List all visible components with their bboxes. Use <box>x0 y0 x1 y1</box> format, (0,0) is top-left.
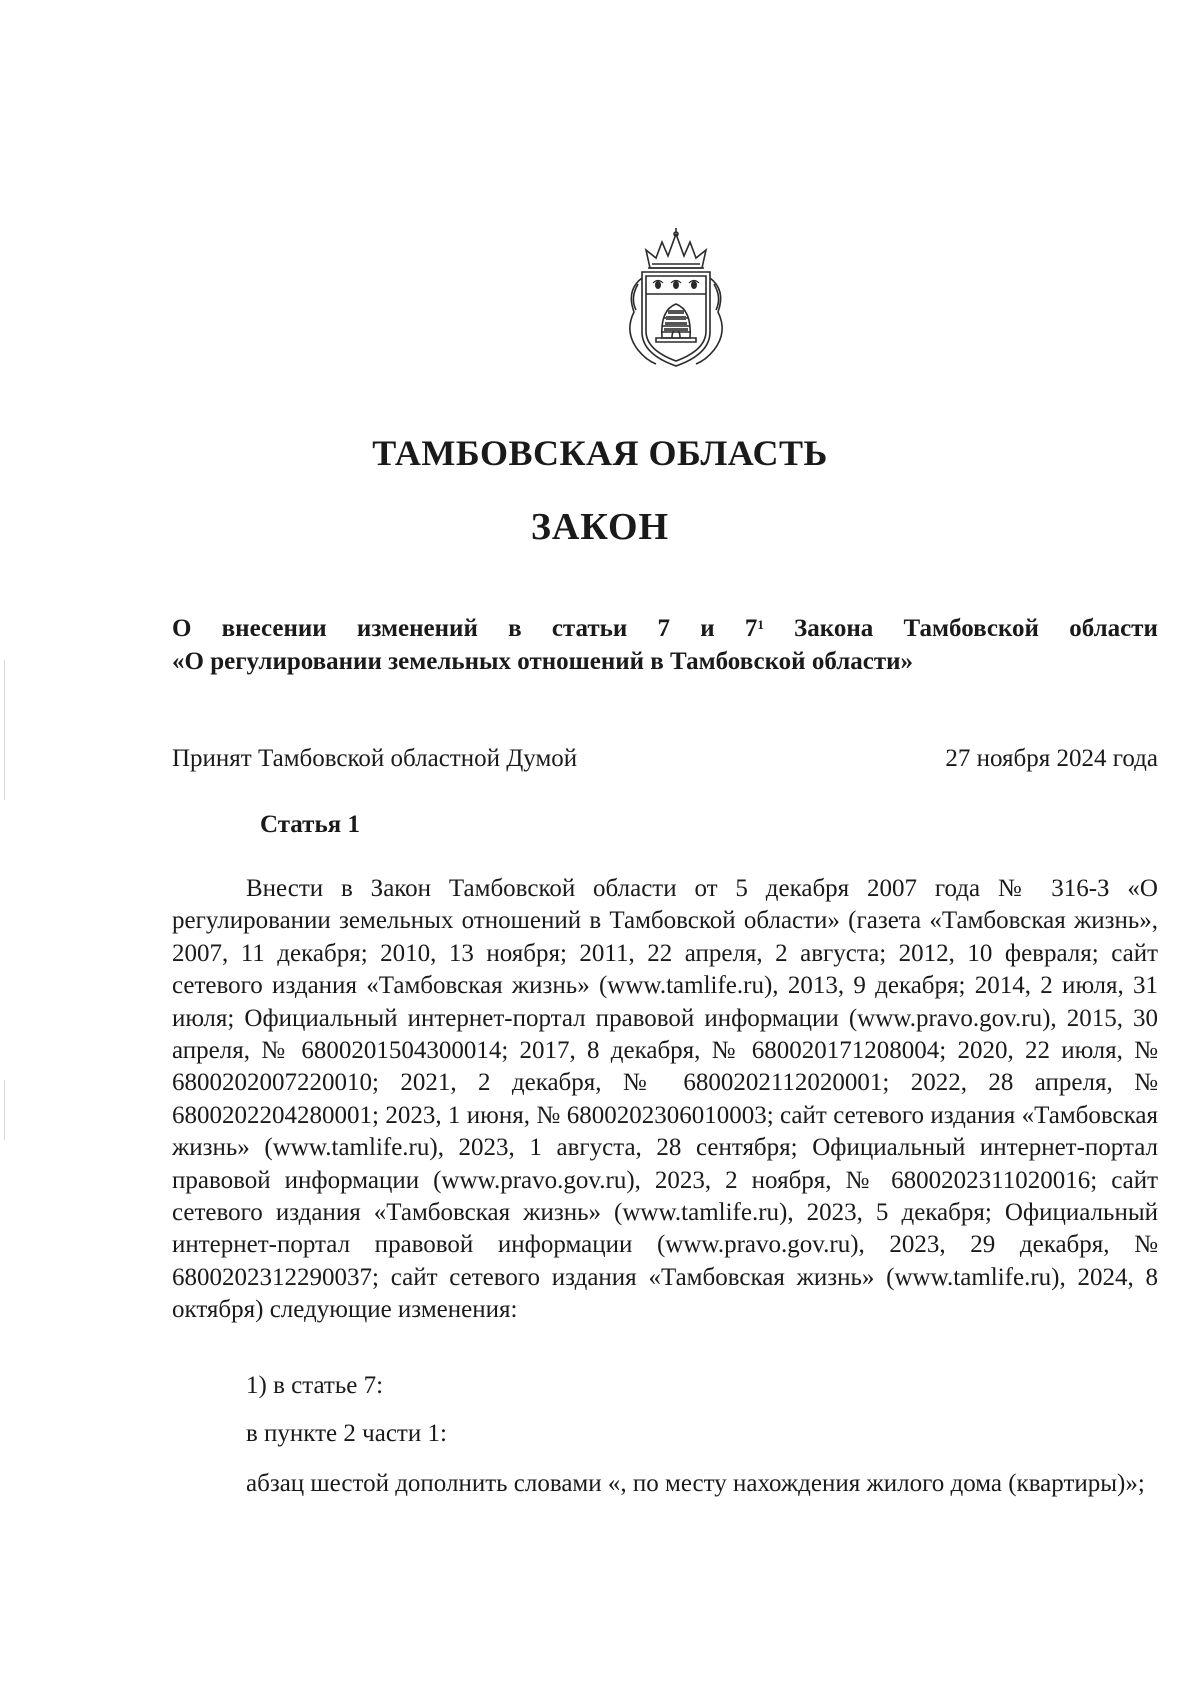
article-intro-paragraph: Внести в Закон Тамбовской области от 5 декабря 2007 года № 316-З «О регулировании земельных отношений в Тамбовской области» (газета «Тамбовская жизнь», 2007, 11 декабря; 2010, 13 ноября; 2011, 22 апреля, 2 августа; 2012, 10 февраля; сайт сетевого издания «Тамбовская жизнь» (www.tamlife.ru), 2013, 9 декабря; 2014, 2 июля, 31 июля; Официальный интернет-портал правовой информации (www.pravo.gov.ru), 2015, 30 апреля, № 6800201504300014; 2017, 8 декабря, № 680020171208004; 2020, 22 июля, № 6800202007220010; 2021, 2 декабря, № 6800202112020001; 2022, 28 апреля, № 6800202204280001; 2023, 1 июня, № 6800202306010003; сайт сетевого издания «Тамбовская жизнь» (www.tamlife.ru), 2023, 1 августа, 28 сентября; Официальный интернет-портал правовой информации (www.pravo.gov.ru), 2023, 2 ноября, № 6800202311020016; сайт сетевого издания «Тамбовская жизнь» (www.tamlife.ru), 2023, 5 декабря; Официальный интернет-портал правовой информации (www.pravo.gov.ru), 2023, 29 декабря, № 6800202312290037; сайт сетевого издания «Тамбовская жизнь» (www.tamlife.ru), 2024, 8 октября) следующие изменения: <box>172 875 1158 1324</box>
region-title: ТАМБОВСКАЯ ОБЛАСТЬ <box>372 433 828 473</box>
title-word: 7 <box>657 615 670 642</box>
amendment-item-1: 1) в статье 7: <box>246 1372 384 1399</box>
title-word: в <box>508 615 522 642</box>
title-word: изменений <box>356 615 478 642</box>
article-heading: Статья 1 <box>260 811 360 838</box>
superscript: 1 <box>757 617 764 632</box>
document-type: ЗАКОН <box>530 506 670 548</box>
law-title <box>172 612 1158 678</box>
title-word: О <box>172 615 192 642</box>
amendment-item-3: абзац шестой дополнить словами «, по месту нахождения жилого дома (квартиры)»; <box>246 1470 1145 1497</box>
title-word: Закона <box>794 615 874 642</box>
title-word: 7 <box>744 615 758 642</box>
title-word: Тамбовской <box>903 615 1039 642</box>
tambov-coat-of-arms-icon <box>612 228 740 374</box>
amendment-item-2: в пункте 2 части 1: <box>246 1420 447 1447</box>
scan-artifact <box>4 1080 5 1140</box>
law-title-line-2: «О регулировании земельных отношений в Тамбовской области» <box>172 648 914 675</box>
law-title-line-1 <box>172 612 1158 645</box>
title-word: внесении <box>221 615 327 642</box>
adoption-line <box>172 745 1158 773</box>
title-word: статьи <box>551 615 628 642</box>
adopted-by: Принят Тамбовской областной Думой <box>172 745 578 772</box>
title-word: области <box>1069 615 1158 642</box>
title-word-with-superscript <box>745 612 764 645</box>
adoption-date: 27 ноября 2024 года <box>945 745 1158 772</box>
scan-artifact <box>4 660 5 800</box>
title-word: и <box>700 615 715 642</box>
